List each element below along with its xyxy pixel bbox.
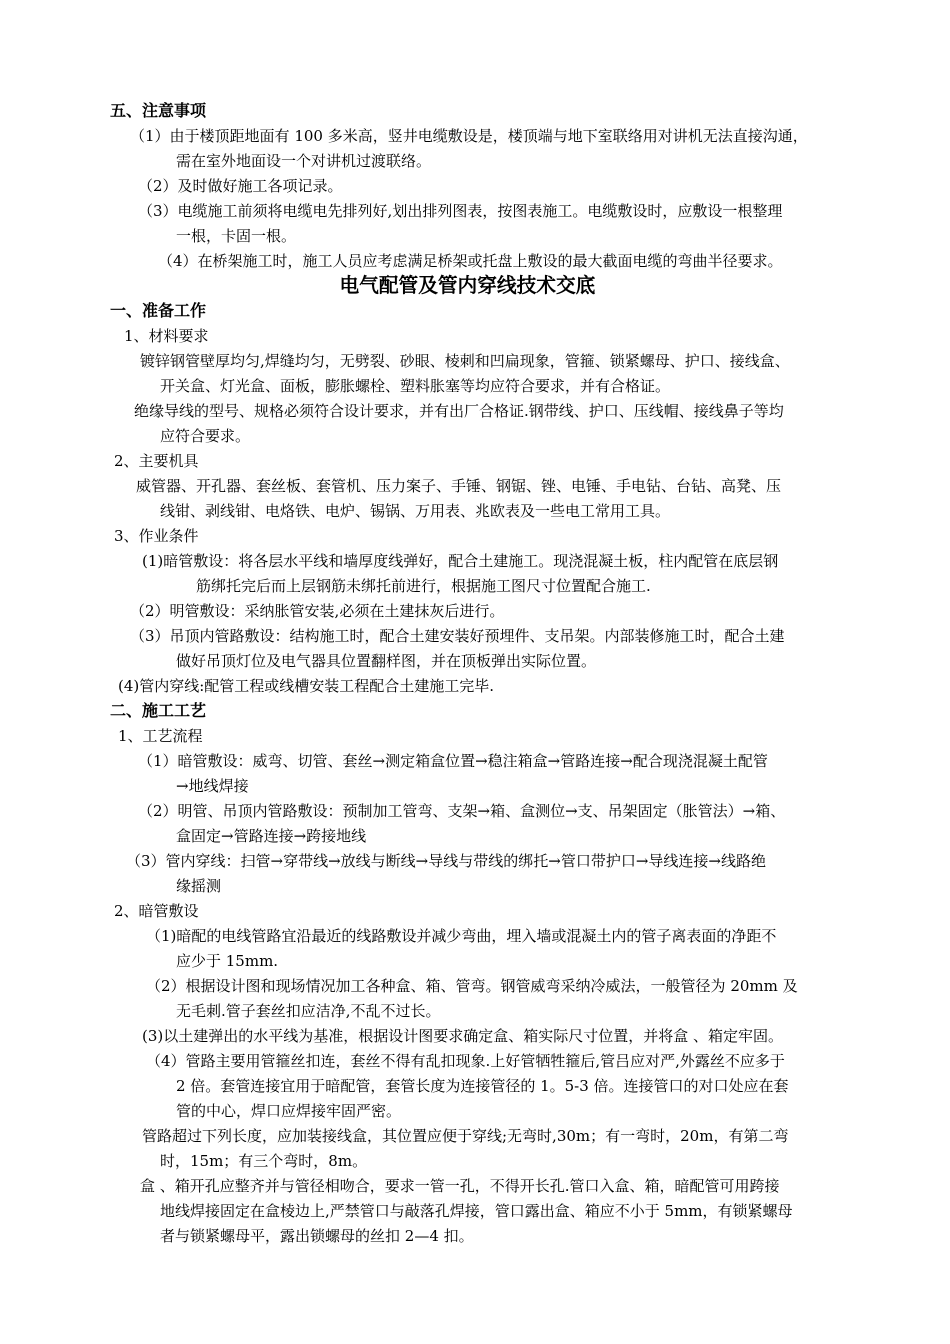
paragraph-line: 管的中心，焊口应焊接牢固严密。 [176, 1102, 402, 1120]
paragraph-line: 时，15m；有三个弯时，8m。 [160, 1152, 368, 1170]
section-heading-preparation: 一、准备工作 [110, 301, 207, 320]
paragraph-line: 线钳、剥线钳、电烙铁、电炉、锡锅、万用表、兆欧表及一些电工常用工具。 [160, 502, 671, 520]
paragraph-line: 盒 、箱开孔应整齐并与管径相吻合，要求一管一孔，不得开长孔.管口入盒、箱，暗配管可用跨接 [140, 1177, 780, 1195]
document-title: 电气配管及管内穿线技术交底 [339, 273, 596, 297]
paragraph-line: （1)暗配的电线管路宜沿最近的线路敷设并减少弯曲，埋入墙或混凝土内的管子离表面的净距不 [146, 927, 777, 945]
subsection-heading: 1、材料要求 [124, 327, 209, 345]
paragraph-line: 镀锌钢管壁厚均匀,焊缝均匀，无劈裂、砂眼、棱刺和凹扁现象，管箍、锁紧螺母、护口、接线盒、 [140, 352, 790, 370]
paragraph-line: （1）由于楼顶距地面有 100 多米高，竖井电缆敷设是，楼顶端与地下室联络用对讲机无法直接沟通， [130, 127, 808, 145]
paragraph-line: →地线焊接 [176, 777, 249, 795]
paragraph-line: 绝缘导线的型号、规格必须符合设计要求，并有出厂合格证.钢带线、护口、压线帽、接线鼻子等均 [134, 402, 784, 420]
paragraph-line: （2）明管、吊顶内管路敷设：预制加工管弯、支架→箱、盒测位→支、吊架固定（胀管法）→箱、 [138, 802, 786, 820]
paragraph-line: （4）在桥架施工时，施工人员应考虑满足桥架或托盘上敷设的最大截面电缆的弯曲半径要求。 [158, 252, 783, 270]
paragraph-line: 2 倍。套管连接宜用于暗配管，套管长度为连接管径的 1。5-3 倍。连接管口的对口处应在套 [176, 1077, 789, 1095]
paragraph-line: 缘摇测 [176, 877, 222, 895]
paragraph-line: 无毛刺.管子套丝扣应洁净,不乱不过长。 [176, 1002, 441, 1020]
section-heading-process: 二、施工工艺 [110, 701, 207, 720]
paragraph-line: （3）管内穿线：扫管→穿带线→放线与断线→导线与带线的绑托→管口带护口→导线连接→线路绝 [126, 852, 766, 870]
paragraph-line: （2）及时做好施工各项记录。 [138, 177, 343, 195]
subsection-heading: 2、主要机具 [114, 452, 199, 470]
paragraph-line: （2）根据设计图和现场情况加工各种盒、箱、管弯。钢管威弯采纳冷威法，一般管径为 20mm 及 [146, 977, 798, 995]
paragraph-line: （2）明管敷设：采纳胀管安装,必须在土建抹灰后进行。 [130, 602, 505, 620]
subsection-heading: 1、工艺流程 [118, 727, 203, 745]
paragraph-line: （3）吊顶内管路敷设：结构施工时，配合土建安装好预埋件、支吊架。内部装修施工时，配合土建 [130, 627, 785, 645]
paragraph-line: 一根，卡固一根。 [176, 227, 297, 245]
paragraph-line: 筋绑托完后而上层钢筋未绑托前进行，根据施工图尺寸位置配合施工. [196, 577, 651, 595]
subsection-heading: 2、暗管敷设 [114, 902, 199, 920]
paragraph-line: 应少于 15mm. [176, 952, 279, 970]
paragraph-line: 威管器、开孔器、套丝板、套管机、压力案子、手锤、钢锯、锉、电锤、手电钻、台钻、高凳、压 [136, 477, 782, 495]
paragraph-line: 盒固定→管路连接→跨接地线 [176, 827, 367, 845]
paragraph-line: 做好吊顶灯位及电气器具位置翻样图，并在顶板弹出实际位置。 [176, 652, 597, 670]
paragraph-line: 需在室外地面设一个对讲机过渡联络。 [176, 152, 432, 170]
paragraph-line: （4）管路主要用管箍丝扣连，套丝不得有乱扣现象.上好管牺牲箍后,管吕应对严,外露丝不应多于 [146, 1052, 785, 1070]
paragraph-line: (1)暗管敷设：将各层水平线和墙厚度线弹好，配合土建施工。现浇混凝土板，柱内配管在底层钢 [142, 552, 779, 570]
paragraph-line: 管路超过下列长度，应加装接线盒，其位置应便于穿线;无弯时,30m；有一弯时，20m，有第二弯 [142, 1127, 789, 1145]
paragraph-line: 地线焊接固定在盒棱边上,严禁管口与敲落孔焊接，管口露出盒、箱应不小于 5mm，有锁紧螺母 [160, 1202, 793, 1220]
paragraph-line: （1）暗管敷设：威弯、切管、套丝→测定箱盒位置→稳注箱盒→管路连接→配合现浇混凝土配管 [138, 752, 768, 770]
paragraph-line: 开关盒、灯光盒、面板，膨胀螺栓、塑料胀塞等均应符合要求，并有合格证。 [160, 377, 671, 395]
paragraph-line: 者与锁紧螺母平，露出锁螺母的丝扣 2—4 扣。 [160, 1227, 474, 1245]
section-heading-precautions: 五、注意事项 [110, 101, 207, 120]
subsection-heading: 3、作业条件 [114, 527, 199, 545]
paragraph-line: (4)管内穿线:配管工程或线槽安装工程配合土建施工完毕. [118, 677, 495, 695]
paragraph-line: （3）电缆施工前须将电缆电先排列好,划出排列图表，按图表施工。电缆敷设时，应敷设一根整理 [138, 202, 783, 220]
paragraph-line: 应符合要求。 [160, 427, 251, 445]
paragraph-line: (3)以土建弹出的水平线为基准，根据设计图要求确定盒、箱实际尺寸位置，并将盒 、箱定牢固。 [142, 1027, 784, 1045]
